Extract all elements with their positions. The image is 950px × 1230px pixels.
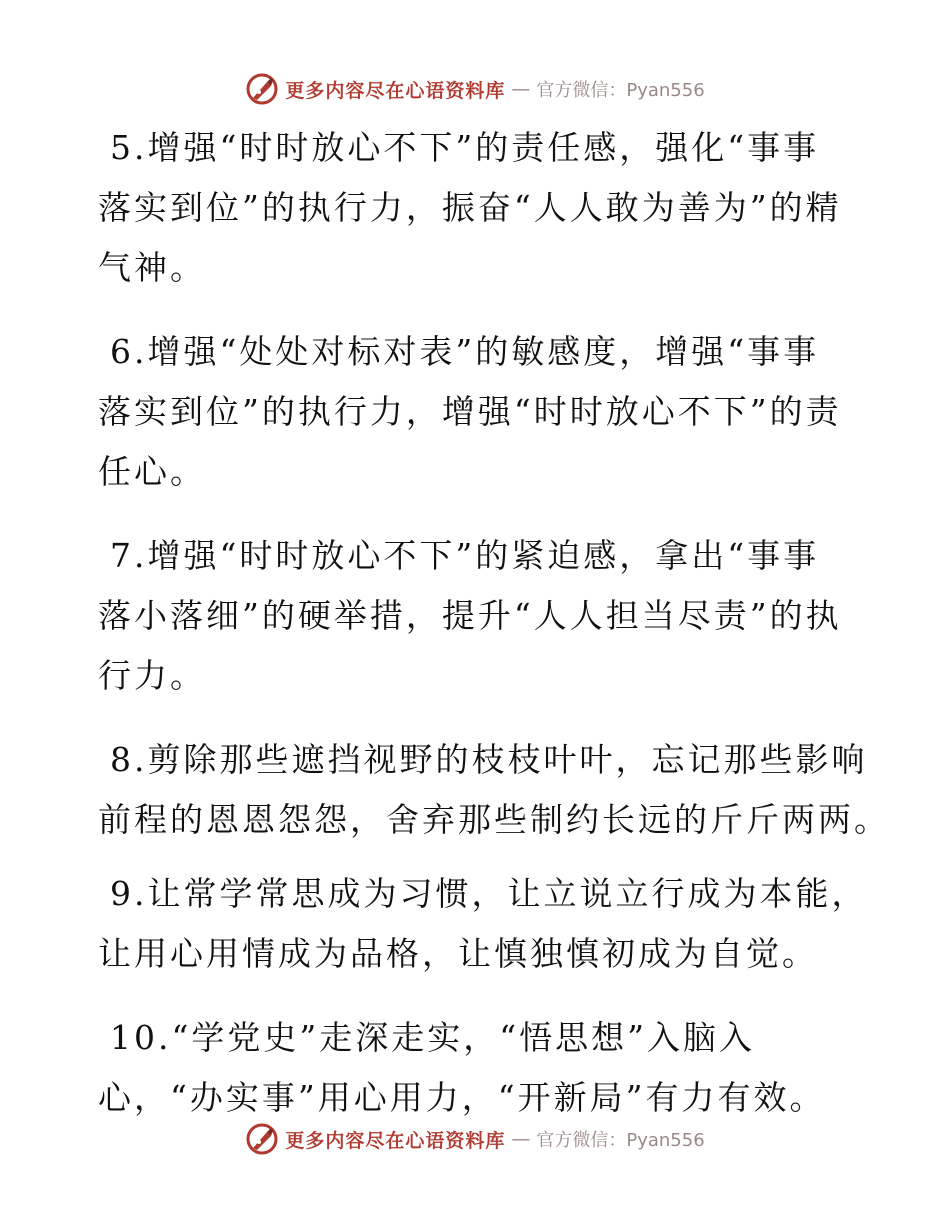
paragraph-line: 8.剪除那些遮挡视野的枝枝叶叶，忘记那些影响 [110, 740, 868, 779]
pen-logo-icon [245, 72, 279, 106]
paragraph-5 [98, 118, 858, 298]
paragraph-line: 心，“办实事”用心用力，“开新局”有力有效。 [98, 1078, 826, 1117]
paragraph-9 [98, 864, 868, 984]
paragraph-10 [98, 1008, 858, 1128]
paragraph-6 [98, 322, 858, 502]
paragraph-line: 气神。 [98, 248, 206, 287]
watermark-dash: — [511, 1128, 531, 1150]
paragraph-line: 7.增强“时时放心不下”的紧迫感，拿出“事事 [110, 536, 820, 575]
paragraph-line: 落实到位”的执行力，振奋“人人敢为善为”的精 [98, 188, 842, 227]
paragraph-line: 10.“学党史”走深走实，“悟思想”入脑入 [110, 1018, 755, 1057]
watermark-main-text: 更多内容尽在心语资料库 [285, 79, 506, 102]
paragraph-line: 落小落细”的硬举措，提升“人人担当尽责”的执 [98, 596, 842, 635]
paragraph-7 [98, 526, 858, 706]
watermark-sub-text: 官方微信：Pyan556 [536, 1130, 705, 1151]
paragraph-8 [98, 730, 890, 850]
pen-logo-icon [245, 1122, 279, 1156]
paragraph-line: 任心。 [98, 452, 206, 491]
watermark-sub-text: 官方微信：Pyan556 [536, 80, 705, 101]
watermark-dash: — [511, 78, 531, 100]
paragraph-line: 9.让常学常思成为习惯，让立说立行成为本能， [110, 874, 868, 913]
header-watermark [0, 72, 950, 106]
footer-watermark [0, 1122, 950, 1156]
watermark-main-text: 更多内容尽在心语资料库 [285, 1129, 506, 1152]
paragraph-line: 让用心用情成为品格，让慎独慎初成为自觉。 [98, 934, 818, 973]
paragraph-line: 6.增强“处处对标对表”的敏感度，增强“事事 [110, 332, 820, 371]
document-body [98, 118, 890, 1152]
paragraph-line: 落实到位”的执行力，增强“时时放心不下”的责 [98, 392, 842, 431]
paragraph-line: 行力。 [98, 656, 206, 695]
paragraph-line: 5.增强“时时放心不下”的责任感，强化“事事 [110, 128, 820, 167]
paragraph-line: 前程的恩恩怨怨，舍弃那些制约长远的斤斤两两。 [98, 800, 890, 839]
